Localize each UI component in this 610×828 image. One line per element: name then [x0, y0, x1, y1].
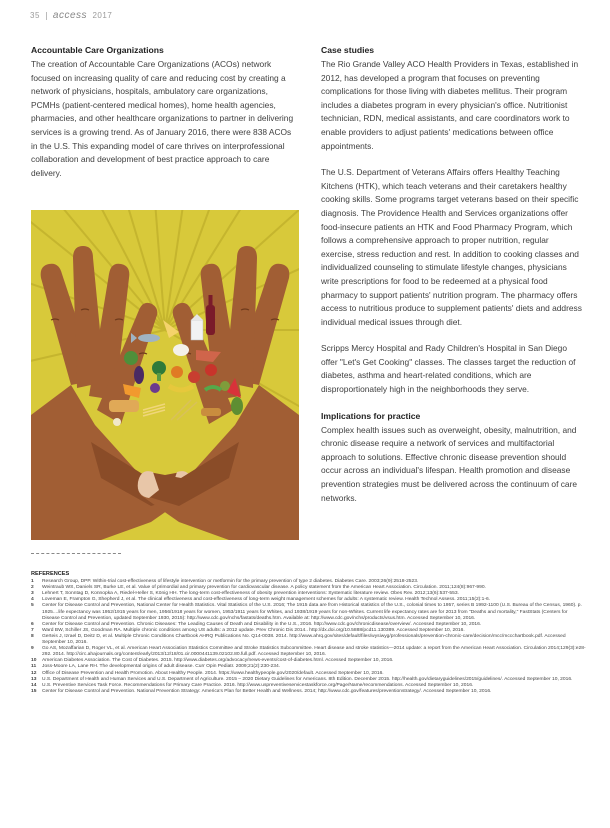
- reference-number: 9: [31, 646, 34, 652]
- reference-text: Center for Disease Control and Prevention. Chronic Diseases: The Leading Causes of Death and Disability in the U.S., 2016. http://www.cdc.gov/chronicdisease/overview/. Accessed September 10, 2016.: [42, 621, 482, 627]
- paragraph-gap: [321, 153, 583, 166]
- reference-item: [31, 646, 586, 658]
- reference-number: 12: [31, 670, 37, 676]
- reference-number: 15: [31, 688, 37, 694]
- apple-icon: [188, 371, 200, 383]
- reference-number: 2: [31, 585, 34, 591]
- reference-text: U.S. Department of Health and Human Services and U.S. Department of Agriculture. 2015 – 2020 Dietary Guidelines for Americans. 8th Edition. December 2015. http://health.gov/dietaryguidelines/2015/guidelines/. Accessed September 10, 2016.: [42, 676, 573, 682]
- reference-number: 8: [31, 633, 34, 639]
- reference-text: Center for Disease Control and Prevention. National Prevention Strategy: America's Plan for Better Health and Wellness. 2014; http://www.cdc.gov/features/preventionstrategy/. Accessed September 10, 2016.: [42, 688, 492, 694]
- references-section: [31, 571, 586, 695]
- egg-icon: [173, 344, 189, 356]
- reference-item: [31, 603, 586, 621]
- dashed-divider: [31, 553, 121, 554]
- reference-text: Office of Disease Prevention and Health Promotion. About Healthy People. 2014. https://www.healthypeople.gov/2020/default. Accessed September 10, 2016.: [42, 670, 384, 676]
- eggplant-icon: [134, 366, 144, 384]
- orange-icon: [171, 366, 183, 378]
- reference-item: [31, 689, 586, 695]
- references-title: REFERENCES: [31, 571, 70, 577]
- implications-paragraph: Complex health issues such as overweight, obesity, malnutrition, and chronic disease require a network of services and multifactorial approach to solutions. Effective chronic disease prevention should occur across an individual's lifespan. Health promotion and disease prevention strategies must be delivered across the continuum of care networks.: [321, 424, 578, 503]
- case-studies-heading: Case studies: [321, 45, 375, 55]
- reference-text: Loveman E, Frampton G, Shepherd J, et al. The clinical effectiveness and cost-effectiveness of long-term weight management schemes for adults: A systematic review. Health Technol Assess. 2011;15(2):1-6.: [42, 597, 491, 603]
- reference-number: 11: [31, 664, 37, 670]
- reference-number: 7: [31, 627, 34, 633]
- reference-text: Joss-Moore LA, Lane RH. The developmental origins of adult disease. Curr Opin Pediatr. 2009;21(2):230-234.: [42, 664, 281, 670]
- reference-number: 3: [31, 591, 34, 597]
- scripps-paragraph: Scripps Mercy Hospital and Rady Children's Hospital in San Diego offer "Let's Get Cooking" classes. The classes target the reduction of diabetes, asthma and heart-related conditions, which are disproportionately high in the neighborhoods they serve.: [321, 343, 576, 395]
- magazine-name: access: [52, 10, 88, 21]
- reference-text: Go AS, Mozaffarian D, Roger VL, et al. American Heart Association Statistics Committee and Stroke Statistics Subcommittee. Heart disease and stroke statistics—2014 update: a report from the American Heart Association. Circulation 2014;129(3):e28-292. 2014. http://circ.ahajournals.org/content/early/2013/12/18/01.cir.0000441139.02102.80.full.pdf. Accessed September 10, 2016.: [42, 646, 586, 658]
- paragraph-gap: [321, 329, 583, 342]
- reference-text: Weintraub WS, Daniels SR, Burke LE, et al. Value of primordial and primary prevention for cardiovascular disease. A policy statement from the American Heart Association. Circulation. 2011;124(8):967-990.: [42, 585, 486, 591]
- issue-year: 2017: [92, 11, 113, 20]
- left-column: [31, 44, 299, 180]
- reference-number: 1: [31, 579, 34, 585]
- reference-text: Ward BW, Schiller JS, Goodman RA. Multiple chronic conditions among US adults: a 2012 update. Prev Chronic Dis 2014.. http://dx.doi.org/10.5888/pcd11.130389. Accessed September 10, 2016.: [42, 627, 465, 633]
- reference-number: 14: [31, 682, 37, 688]
- reference-number: 10: [31, 658, 37, 664]
- reference-text: Center for Disease Control and Prevention, National Center for Health Statistics. Vital Statistics of the U.S. 2016; The 1915 data are from Historical statistics of the U.S., colonial times to 1957, series B 1992-1100 (U.S. Bureau of the Census, 1960). p. 1925....life expectancy was 1952/1915 years for men, 1956/1918 years for women, 1953/1911 years for Whites, and 1938/1919 years for non-Whites. Current life expectancy rates are for 2013 from "Deaths and mortality," FastStats (Centers for Disease Control and Prevention, updated September 1930, 2015): http://www.cdc.gov/nchs/fastats/deaths.htm. Available at: http://www.cdc.gov/nchs/products/vsus.htm. Accessed September 10, 2016.: [42, 603, 582, 621]
- reference-text: Research Group, DPP. Within-trial cost-effectiveness of lifestyle intervention or metformin for the primary prevention of type 2 diabetes. Diabetes Care. 2003;26(9):2518-2523.: [42, 579, 419, 585]
- implications-heading: Implications for practice: [321, 410, 421, 421]
- rice-icon: [113, 418, 121, 426]
- lettuce-icon: [124, 351, 138, 365]
- paragraph-gap: [321, 397, 583, 410]
- reference-text: Gerteis J, Izrael D, Deitz D, et al. Multiple Chronic Conditions Chartbook AHRQ Publications No. Q14-0038. 2014. http://www.ahrq.gov/sites/default/files/wysiwyg/professionals/prevention-chronic-care/decision/mcc/mccchartbook.pdf. Accessed September 10, 2016.: [42, 633, 566, 646]
- veterans-affairs-paragraph: The U.S. Department of Veterans Affairs offers Healthy Teaching Kitchens (HTK), which teach veterans and their caretakers healthy cooking skills. Some programs target veterans based on their specific diagnosis. The Providence Health and Services organizations offer food-insecure patients an HTK and Food Pharmacy Program, which follows a comprehensive approach to proper nutrition, regular exercise, stress reduction and rest. In addition to cooking classes and individualized counseling to stimulate lifestyle changes, physicians write prescriptions for food to be redeemed at a physical food pharmacy to support patients' nutrition program. The pharmacy offers access to nutritious produce to supplement patients' diets and address individual medical issues through diet.: [321, 167, 582, 327]
- references-list: [31, 579, 586, 695]
- reference-text: Lehnert T, Sonntag D, Konnopka A, Riedel-Heller S, König HH. The long-term cost-effectiveness of obesity prevention interventions: Systematic literature review. Obes Rev. 2012;13(6):537-553.: [42, 591, 459, 597]
- avocado-icon: [231, 397, 243, 415]
- tomato-icon: [205, 364, 217, 376]
- page-header: [30, 10, 112, 21]
- aco-paragraph: The creation of Accountable Care Organizations (ACOs) network focused on increasing quality of care and reducing cost by creating a network of physicians, hospitals, ambulatory care organizations, PCMHs (patient-centered medical homes), home health agencies, pharmacies, and other healthcare organizations to partner in delivering services is a growing trend. As of January 2016, there were 838 ACOs in the U.S. This expanding model of care thrives on interprofessional collaboration and development of best practice approach to care delivery.: [31, 59, 294, 178]
- reference-number: 5: [31, 603, 34, 609]
- bread-icon: [109, 400, 139, 412]
- reference-number: 4: [31, 597, 34, 603]
- right-column: [321, 44, 583, 505]
- reference-text: American Diabetes Association. The Cost of Diabetes. 2015. http://www.diabetes.org/advocacy/news-events/cost-of-diabetes.html. Accessed September 10, 2016.: [42, 658, 394, 664]
- baguette-icon: [201, 408, 221, 416]
- reference-number: 13: [31, 676, 37, 682]
- page-number: 35: [30, 11, 40, 20]
- hands-food-triangle-illustration: [31, 210, 299, 540]
- reference-number: 6: [31, 621, 34, 627]
- reference-item: [31, 634, 586, 646]
- aco-heading: Accountable Care Organizations: [31, 45, 164, 55]
- grapes-icon: [150, 383, 160, 393]
- reference-text: U.S. Preventive Services Task Force. Recommendations for Primary Care Practice. 2016. http://www.uspreventiveservicestaskforce.org/Page/Name/recommendations. Accessed September 10, 2016.: [42, 682, 474, 688]
- header-divider: [46, 12, 47, 20]
- rio-grande-paragraph: The Rio Grande Valley ACO Health Providers in Texas, established in 2012, has developed a program that focuses on preventing complications for those living with diabetes mellitus. Their program includes a diabetes program in every physician's office. Nutritionist technician, RDN, medical assistants, and care coordinators work to enable providers to adjust patients' medications between office appointments.: [321, 59, 579, 151]
